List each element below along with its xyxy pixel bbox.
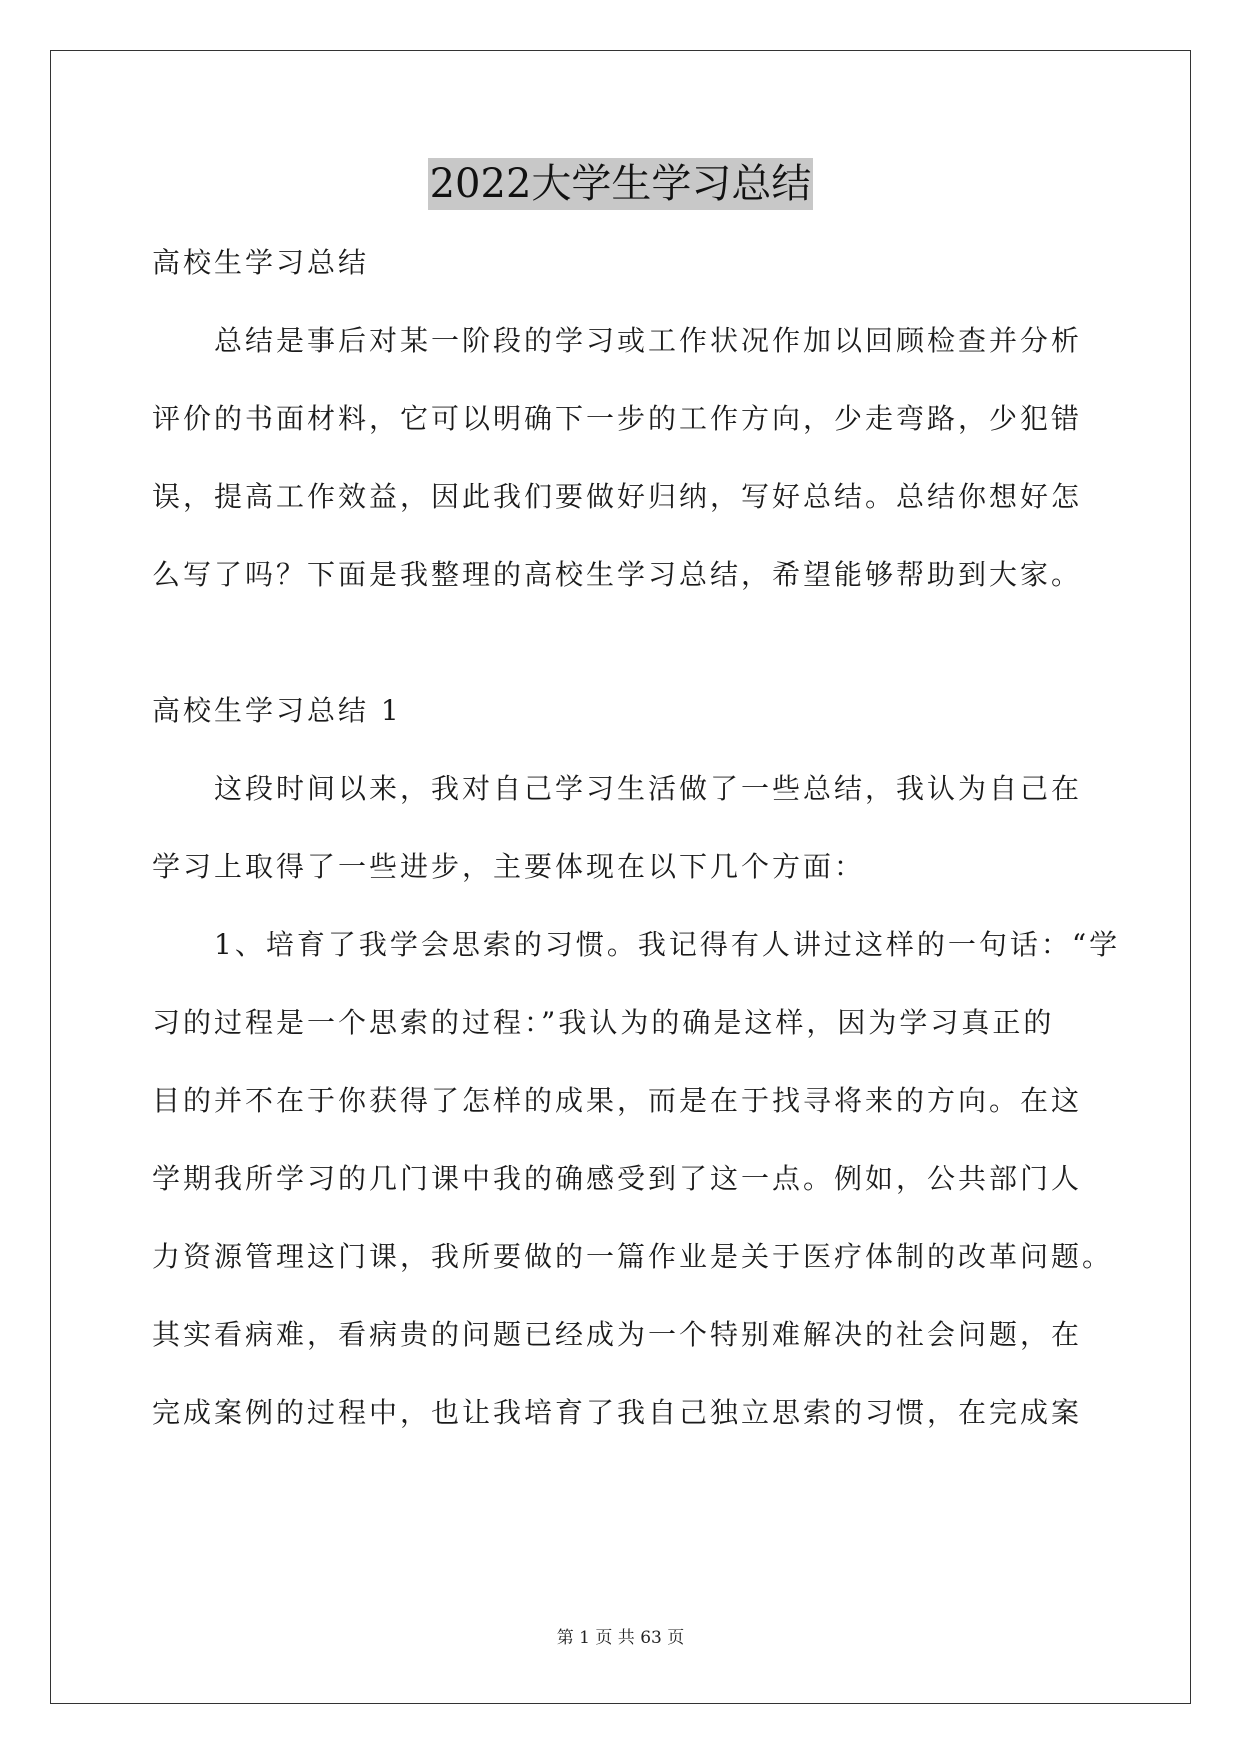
paragraph-line: 其实看病难，看病贵的问题已经成为一个特别难解决的社会问题，在 [152,1318,1083,1351]
paragraph-line: 完成案例的过程中，也让我培育了我自己独立思索的习惯，在完成案 [152,1396,1083,1429]
document-title: 2022大学生学习总结 [428,158,814,210]
paragraph-line: 学期我所学习的几门课中我的确感受到了这一点。例如，公共部门人 [152,1162,1083,1195]
section-heading: 高校生学习总结 [152,246,370,279]
paragraph-line: 1、培育了我学会思索的习惯。我记得有人讲过这样的一句话：“学 [214,928,1121,961]
paragraph-line: 学习上取得了一些进步，主要体现在以下几个方面： [152,850,866,883]
paragraph-line: 目的并不在于你获得了怎样的成果，而是在于找寻将来的方向。在这 [152,1084,1083,1117]
paragraph-line: 么写了吗？下面是我整理的高校生学习总结，希望能够帮助到大家。 [152,558,1083,591]
title-container [0,158,1241,210]
paragraph-line: 误，提高工作效益，因此我们要做好归纳，写好总结。总结你想好怎 [152,480,1083,513]
paragraph-line: 评价的书面材料，它可以明确下一步的工作方向，少走弯路，少犯错 [152,402,1083,435]
paragraph-line: 总结是事后对某一阶段的学习或工作状况作加以回顾检查并分析 [214,324,1083,357]
paragraph-line: 力资源管理这门课，我所要做的一篇作业是关于医疗体制的改革问题。 [152,1240,1114,1273]
paragraph-line: 习的过程是一个思索的过程：”我认为的确是这样，因为学习真正的 [152,1006,1055,1039]
section-heading: 高校生学习总结 1 [152,694,402,727]
page-number-footer: 第 1 页 共 63 页 [556,1628,685,1648]
paragraph-line: 这段时间以来，我对自己学习生活做了一些总结，我认为自己在 [214,772,1083,805]
